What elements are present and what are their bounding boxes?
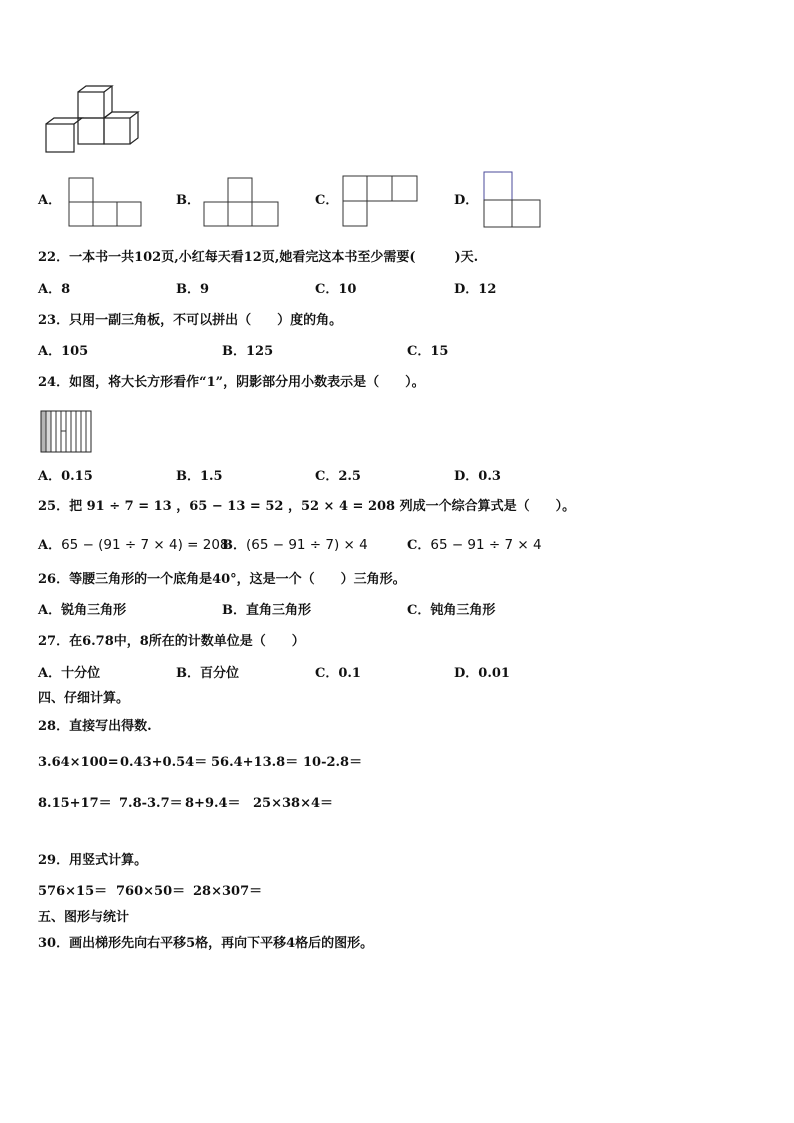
q25-option-b-expression: (65 − 91 ÷ 7) × 4 [246, 537, 368, 553]
q21-option-c-figure [342, 175, 420, 227]
q22-option-a[interactable]: A．8 [38, 282, 71, 297]
q29-item: 760×50＝ [116, 884, 186, 899]
q27-option-c[interactable]: C．0.1 [315, 666, 361, 681]
q28-item: 0.43+0.54＝ [120, 755, 208, 770]
q25-option-a[interactable] [38, 537, 229, 554]
q28-item: 10-2.8＝ [303, 755, 363, 770]
q21-option-b-label[interactable]: B． [176, 193, 200, 208]
q26-stem: 26．等腰三角形的一个底角是40°，这是一个（ ）三角形。 [38, 572, 406, 587]
q24-option-a[interactable]: A．0.15 [38, 469, 93, 484]
q26-option-b[interactable]: B．直角三角形 [222, 603, 311, 618]
q25-option-a-expression: 65 − (91 ÷ 7 × 4) = 208 [61, 537, 229, 553]
q29-stem: 29．用竖式计算。 [38, 853, 148, 868]
q28-item: 8+9.4＝ [185, 796, 241, 811]
q21-option-a-figure [68, 177, 144, 227]
q22-option-d[interactable]: D．12 [454, 282, 497, 297]
q25-option-a-letter: A． [38, 538, 62, 553]
q25-option-c[interactable] [407, 537, 542, 554]
q24-option-d[interactable]: D．0.3 [454, 469, 501, 484]
q29-item: 576×15＝ [38, 884, 108, 899]
q28-item: 56.4+13.8＝ [211, 755, 299, 770]
q28-item: 7.8-3.7＝ [119, 796, 183, 811]
section-4-heading: 四、仔细计算。 [38, 691, 130, 706]
q22-option-c[interactable]: C．10 [315, 282, 357, 297]
q28-item: 8.15+17＝ [38, 796, 112, 811]
q23-option-a[interactable]: A．105 [38, 344, 89, 359]
q30-stem: 30．画出梯形先向右平移5格，再向下平移4格后的图形。 [38, 936, 374, 951]
q21-option-c-label[interactable]: C． [315, 193, 339, 208]
q25-option-b-letter: B． [222, 538, 246, 553]
section-5-heading: 五、图形与统计 [38, 910, 130, 925]
q23-option-c[interactable]: C．15 [407, 344, 449, 359]
q27-option-a[interactable]: A．十分位 [38, 666, 101, 681]
q29-item: 28×307＝ [193, 884, 263, 899]
q24-shaded-rectangle-figure [40, 410, 94, 454]
q22-stem: 22．一本书一共102页,小红每天看12页,她看完这本书至少需要( )天. [38, 250, 479, 265]
cube-stack-figure [40, 86, 140, 156]
q21-option-b-figure [203, 177, 281, 227]
q23-option-b[interactable]: B．125 [222, 344, 274, 359]
q22-option-b[interactable]: B．9 [176, 282, 210, 297]
q24-option-b[interactable]: B．1.5 [176, 469, 223, 484]
q21-option-a-label[interactable]: A． [38, 193, 62, 208]
q25-option-b[interactable] [222, 537, 368, 554]
q21-option-d-figure [483, 171, 543, 229]
q25-option-c-letter: C． [407, 538, 431, 553]
q27-option-b[interactable]: B．百分位 [176, 666, 239, 681]
q24-stem: 24．如图，将大长方形看作“1”，阴影部分用小数表示是（ ）。 [38, 375, 425, 390]
q28-item: 3.64×100= [38, 755, 119, 770]
q24-option-c[interactable]: C．2.5 [315, 469, 361, 484]
q23-stem: 23．只用一副三角板，不可以拼出（ ）度的角。 [38, 313, 343, 328]
q28-item: 25×38×4＝ [253, 796, 334, 811]
q21-option-d-label[interactable]: D． [454, 193, 479, 208]
q27-stem: 27．在6.78中，8所在的计数单位是（ ） [38, 634, 305, 649]
q26-option-c[interactable]: C．钝角三角形 [407, 603, 496, 618]
q26-option-a[interactable]: A．锐角三角形 [38, 603, 127, 618]
q27-option-d[interactable]: D．0.01 [454, 666, 510, 681]
q25-stem: 25．把 91 ÷ 7 = 13 ，65 − 13 = 52 ，52 × 4 = 208 列成一个综合算式是（ ）。 [38, 499, 576, 514]
q25-option-c-expression: 65 − 91 ÷ 7 × 4 [430, 537, 542, 553]
q28-stem: 28．直接写出得数. [38, 719, 152, 734]
